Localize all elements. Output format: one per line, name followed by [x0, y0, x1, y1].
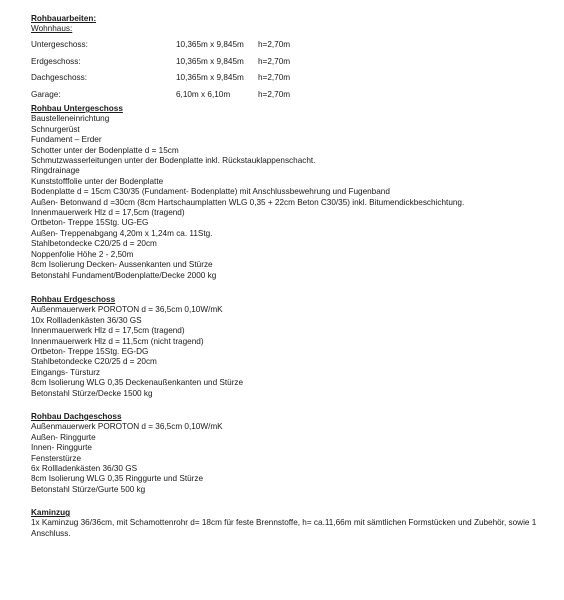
dimension-size: 6,10m x 6,10m [176, 89, 231, 99]
list-item: Außen- Ringgurte [31, 432, 96, 442]
dimension-label: Untergeschoss: [31, 40, 88, 49]
page-subtitle: Wohnhaus: [31, 24, 73, 34]
list-item: 10x Rollladenkästen 36/30 GS [31, 315, 142, 325]
dimension-height: h=2,70m [258, 56, 291, 66]
list-item: Stahlbetondecke C20/25 d = 20cm [31, 357, 157, 367]
list-item: Fundament – Erder [31, 135, 102, 145]
dimension-label: Dachgeschoss: [31, 73, 87, 83]
dimensions-table [31, 40, 431, 106]
list-item: Kunststofffolie unter der Bodenplatte [31, 176, 164, 186]
list-item: Ringdrainage [31, 166, 80, 176]
list-item: Außenmauerwerk POROTON d = 36,5cm 0,10W/mK [31, 422, 223, 432]
list-item: Noppenfolie Höhe 2 - 2,50m [31, 249, 134, 259]
list-item: Schnurgerüst [31, 124, 80, 134]
dimension-label: Erdgeschoss: [31, 56, 81, 66]
section-kaminzug [31, 508, 546, 539]
list-item: 8cm Isolierung WLG 0,35 Deckenaußenkanten und Stürze [31, 378, 244, 388]
list-item: Schotter unter der Bodenplatte d = 15cm [31, 145, 179, 155]
list-item: Eingangs- Türsturz [31, 367, 101, 377]
list-item: Außen- Betonwand d =30cm (8cm Hartschaumplatten WLG 0,35 + 22cm Beton C30/35) inkl. Bitumendickbeschichtung. [31, 197, 465, 207]
section-untergeschoss [31, 104, 551, 281]
dimension-size: 10,365m x 9,845m [176, 56, 244, 66]
dimension-row [31, 73, 431, 90]
list-item: Innenmauerwerk Hlz d = 17,5cm (tragend) [31, 326, 185, 336]
list-item: 8cm Isolierung Decken- Aussenkanten und Stürze [31, 260, 213, 270]
dimension-row [31, 40, 431, 57]
list-item: Innenmauerwerk Hlz d = 17,5cm (tragend) [31, 208, 185, 218]
list-item: Außenmauerwerk POROTON d = 36,5cm 0,10W/mK [31, 305, 223, 315]
list-item: Ortbeton- Treppe 15Stg. EG-DG [31, 347, 149, 357]
dimension-height: h=2,70m [258, 73, 291, 83]
list-item: Außen- Treppenabgang 4,20m x 1,24m ca. 11Stg. [31, 228, 213, 238]
list-item: Baustelleneinrichtung [31, 114, 110, 124]
dimension-height: h=2,70m [258, 89, 291, 99]
section-heading: Rohbau Erdgeschoss [31, 295, 116, 304]
list-item: Betonstahl Stürze/Gurte 500 kg [31, 484, 146, 494]
list-item: 6x Rollladenkästen 36/30 GS [31, 464, 138, 474]
list-item: Fensterstürze [31, 453, 82, 463]
dimension-height: h=2,70m [258, 40, 291, 49]
section-erdgeschoss [31, 295, 551, 399]
list-item: Bodenplatte d = 15cm C30/35 (Fundament- Bodenplatte) mit Anschlussbewehrung und Fugenband [31, 187, 390, 197]
list-item: 8cm Isolierung WLG 0,35 Ringgurte und Stürze [31, 474, 204, 484]
document-header [31, 14, 96, 35]
section-dachgeschoss [31, 412, 551, 495]
list-item: Betonstahl Fundament/Bodenplatte/Decke 2000 kg [31, 270, 217, 280]
dimension-size: 10,365m x 9,845m [176, 73, 244, 83]
list-item: Betonstahl Stürze/Decke 1500 kg [31, 388, 153, 398]
list-item: Stahlbetondecke C20/25 d = 20cm [31, 239, 157, 249]
list-item: Innenmauerwerk Hlz d = 11,5cm (nicht tragend) [31, 336, 204, 346]
dimension-row [31, 57, 431, 74]
page-title: Rohbauarbeiten: [31, 14, 97, 23]
list-item: Innen- Ringgurte [31, 443, 92, 453]
dimension-label: Garage: [31, 89, 61, 99]
section-heading: Rohbau Dachgeschoss [31, 412, 122, 421]
dimension-size: 10,365m x 9,845m [176, 40, 244, 49]
list-item: Schmutzwasserleitungen unter der Bodenplatte inkl. Rückstauklappenschacht. [31, 156, 316, 166]
list-item: 1x Kaminzug 36/36cm, mit Schamottenrohr d= 18cm für feste Brennstoffe, h= ca.11,66m mit sämtlichen Formstücken und Zubehör, sowie 1 Anschluss. [31, 518, 537, 538]
section-heading: Rohbau Untergeschoss [31, 104, 123, 113]
list-item: Ortbeton- Treppe 15Stg. UG-EG [31, 218, 149, 228]
section-heading: Kaminzug [31, 508, 71, 517]
